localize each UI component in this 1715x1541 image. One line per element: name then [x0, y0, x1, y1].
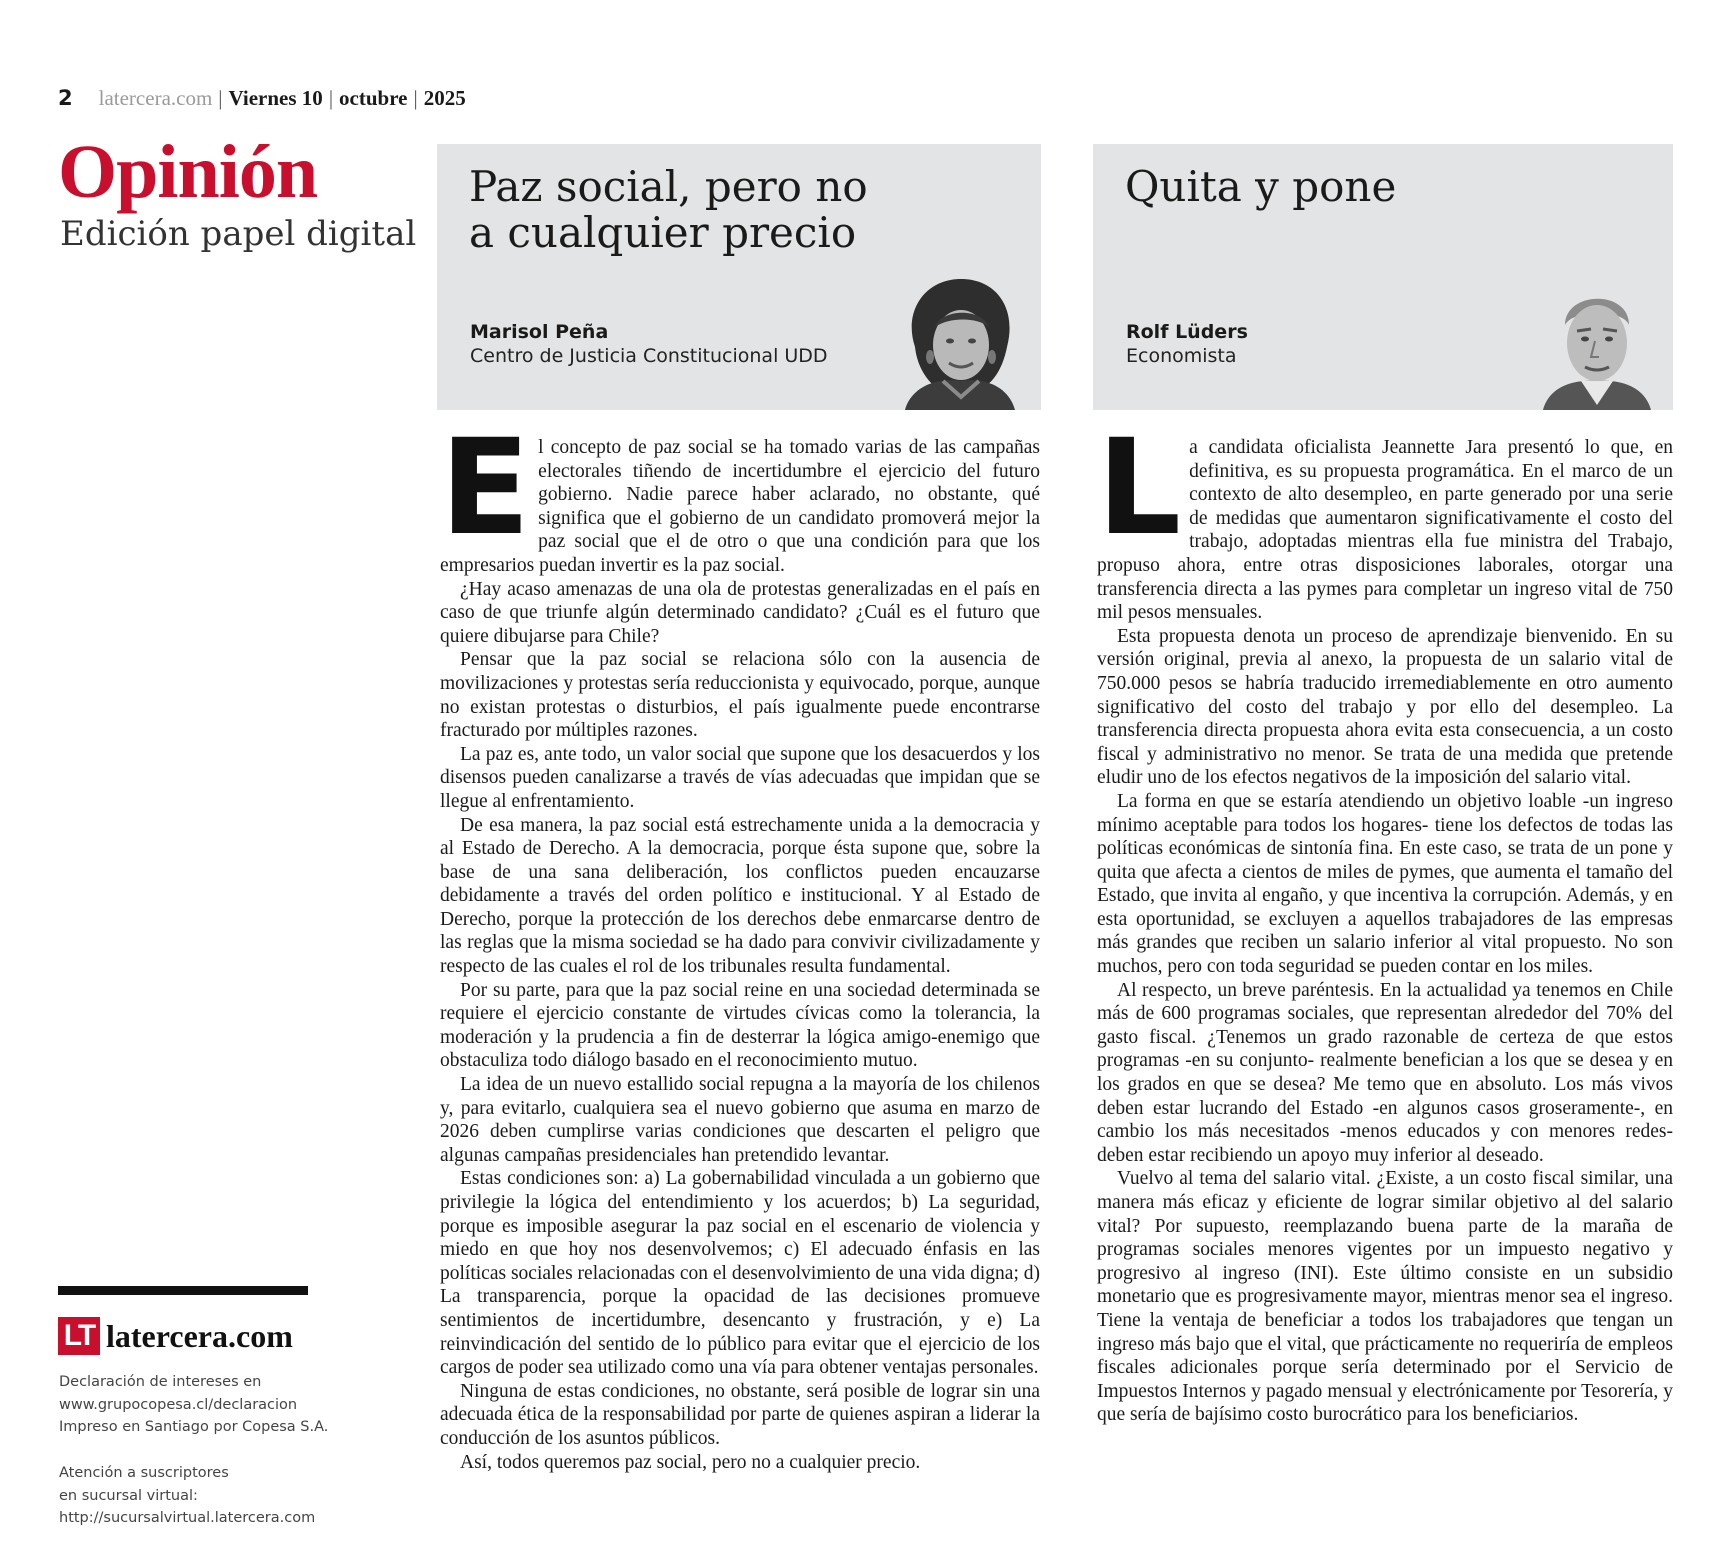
author-name: Marisol Peña [470, 321, 609, 343]
declaration-note [59, 1371, 328, 1439]
drop-cap: L [1097, 411, 1182, 565]
subscriber-link[interactable]: http://sucursalvirtual.latercera.com [59, 1510, 316, 1527]
sidebar-rule [58, 1286, 308, 1295]
column-2-article [1097, 411, 1673, 1427]
column-1-article [440, 411, 1040, 1474]
brand-name: latercera.com [106, 1317, 293, 1354]
subscriber-note [59, 1462, 315, 1530]
column-1-headline [469, 164, 868, 256]
fineprint-line: Atención a suscriptores [59, 1465, 229, 1481]
fineprint-line: Declaración de intereses en [59, 1374, 262, 1390]
fineprint-line: en sucursal virtual: [59, 1487, 198, 1504]
column-2-headline [1125, 164, 1396, 210]
folio-month: octubre [339, 86, 408, 110]
article-paragraph: Vuelvo al tema del salario vital. ¿Existe, a un costo fiscal similar, una manera más eficaz y eficiente de lograr similar objetivo al del salario vital? Por supuesto, reemplazando buena parte de la maraña de programas sociales menores vigentes por un impuesto negativo y progresivo al ingreso (INI). Este último consiste en un subsidio monetario que es progresivamente mayor, mientras menor sea el ingreso. Tiene la ventaja de beneficiar a todos los trabajadores que tengan un ingreso más bajo que el vital, que prácticamente no requeriría de empleos fiscales adicionales porque sería determinado por el Servicio de Impuestos Internos y pagado mensual y electrónicamente por Tesorería, y que sería de bajísimo costo burocrático para los beneficiarios. [1097, 1168, 1673, 1426]
article-paragraph: La forma en que se estaría atendiendo un objetivo loable -un ingreso mínimo aceptable para todos los hogares- tiene los defectos de todas las políticas económicas de sintonía fina. En este caso, se trata de un pone y quita que afecta a cientos de miles de pymes, que aumenta el tamaño del Estado, que invita al engaño, y que incentiva la corrupción. Además, y en esta oportunidad, se excluyen a aquellos trabajadores de las empresas más grandes que reciben un salario inferior al vital propuesto. No son muchos, pero con toda seguridad se pueden contar en los miles. [1097, 790, 1673, 978]
author-portrait-icon [1533, 275, 1658, 410]
column-2-header [1093, 144, 1673, 410]
headline-line: Paz social, pero no [469, 162, 868, 211]
author-role: Economista [1126, 345, 1237, 367]
article-paragraph: ¿Hay acaso amenazas de una ola de protestas generalizadas en el país en caso de que triunfe algún determinado candidato? ¿Cuál es el futuro que quiere dibujarse para Chile? [440, 578, 1040, 647]
article-paragraph: Estas condiciones son: a) La gobernabilidad vinculada a un gobierno que privilegie la lógica del entendimiento y los acuerdos; b) La seguridad, porque es imposible asegurar la paz social en el escenario de violencia y miedo en que hoy nos desenvolvemos; c) El adecuado énfasis en las políticas sociales relacionadas con el desenvolvimiento de una vida digna; d) La transparencia, porque la opacidad de las decisiones promueve sentimientos de incertidumbre, desencanto y frustración, y e) La reinvindicación del sentido de lo público para evitar que el ejercicio de los cargos de poder sea utilizado como una vía para obtener ventajas personales. [440, 1168, 1040, 1379]
author-role: Centro de Justicia Constitucional UDD [470, 345, 828, 367]
article-paragraph: Al respecto, un breve paréntesis. En la actualidad ya tenemos en Chile más de 600 programas sociales, que representan alrededor del 70% del gasto fiscal. ¿Tenemos un grado razonable de certeza de que estos programas -en su conjunto- realmente benefician a los que se desea y en los grados en que se desea? Me temo que en absoluto. Los más vivos deben estar lucrando del Estado -en algunos casos groseramente-, en cambio los más necesitados -menos educados y con menores redes- deben estar recibiendo un apoyo muy inferior al deseado. [1097, 979, 1673, 1166]
folio-year: 2025 [423, 86, 466, 110]
section-title: Opinión [58, 130, 318, 214]
article-paragraph: Así, todos queremos paz social, pero no a cualquier precio. [460, 1451, 921, 1473]
drop-cap: E [440, 411, 531, 565]
article-paragraph: Ninguna de estas condiciones, no obstante, será posible de lograr sin una adecuada ética de la responsabilidad por parte de quienes aspiran a liderar la conducción de los asuntos públicos. [440, 1380, 1040, 1449]
article-paragraph: l concepto de paz social se ha tomado varias de las campañas electorales tiñendo de incertidumbre el ejercicio del futuro gobierno. Nadie parece haber aclarado, no obstante, qué significa que el gobierno de un candidato promoverá mejor la paz social que el de otro o que una condición para que los empresarios puedan invertir es la paz social. [440, 437, 1040, 576]
folio-line: 2 latercera.com | Viernes 10 | octubre | 2025 [58, 86, 466, 110]
article-paragraph: La paz es, ante todo, un valor social que supone que los desacuerdos y los disensos pueden canalizarse a través de vías adecuadas que impidan que se llegue al enfrentamiento. [440, 743, 1040, 812]
article-paragraph: Por su parte, para que la paz social reine en una sociedad determinada se requiere el ejercicio constante de virtudes cívicas como la tolerancia, la moderación y la prudencia a fin de desterrar la lógica amigo-enemigo que obstaculiza todo diálogo basado en el reconocimiento mutuo. [440, 979, 1040, 1072]
declaration-link[interactable]: www.grupocopesa.cl/declaracion [59, 1396, 298, 1413]
author-portrait-icon [897, 275, 1022, 410]
column-2-author [1126, 320, 1248, 368]
author-name: Rolf Lüders [1126, 321, 1248, 343]
section-subtitle: Edición papel digital [60, 214, 417, 254]
headline-line: a cualquier precio [469, 208, 857, 257]
article-paragraph: De esa manera, la paz social está estrechamente unida a la democracia y al Estado de Derecho. A la democracia, porque ésta supone que, sobre la base de una sana deliberación, los conflictos pueden encauzarse debidamente a través del orden político e institucional. Y al Estado de Derecho, porque la protección de los derechos debe enmarcarse dentro de las reglas que la misma sociedad se ha dado para convivir civilizadamente y respecto de las cuales el rol de los tribunales resulta fundamental. [440, 814, 1040, 978]
folio-site[interactable]: latercera.com [98, 86, 213, 110]
fineprint-line: Impreso en Santiago por Copesa S.A. [59, 1419, 329, 1436]
brand-logo[interactable] [58, 1316, 293, 1356]
lt-logo-icon: LT [58, 1317, 100, 1355]
headline-line: Quita y pone [1125, 162, 1397, 211]
column-1-header [437, 144, 1041, 410]
column-1-author [470, 320, 828, 368]
article-paragraph: La idea de un nuevo estallido social repugna a la mayoría de los chilenos y, para evitarlo, cualquiera sea el nuevo gobierno que asuma en marzo de 2026 deben cumplirse varias condiciones que descarten el peligro que algunas campañas presidenciales han pretendido levantar. [440, 1074, 1040, 1166]
article-paragraph: Esta propuesta denota un proceso de aprendizaje bienvenido. En su versión original, previa al anexo, la propuesta de un salario vital de 750.000 pesos se habría traducido irremediablemente en otro aumento significativo del costo del trabajo y por ello del desempleo. La transferencia directa propuesta ahora evita esta consecuencia, a un costo fiscal y administrativo no menor. Se trata de una medida que pretende eludir uno de los efectos negativos de la imposición del salario vital. [1097, 625, 1673, 789]
folio-day: Viernes 10 [228, 86, 323, 110]
article-paragraph: a candidata oficialista Jeannette Jara presentó lo que, en definitiva, es su propuesta programática. En el marco de un contexto de alto desempleo, en parte generado por una serie de medidas que aumentaron significativamente el costo del trabajo, adoptadas mientras ella fue ministra del Trabajo, propuso ahora, entre otras disposiciones laborales, otorgar una transferencia directa a las pymes para completar un ingreso vital de 750 mil pesos mensuales. [1097, 437, 1673, 624]
article-paragraph: Pensar que la paz social se relaciona sólo con la ausencia de movilizaciones y protestas sería reduccionista y equivocado, porque, aunque no existan protestas o disturbios, el país igualmente puede encontrarse fracturado por múltiples razones. [440, 649, 1040, 742]
page-number: 2 [58, 86, 73, 110]
